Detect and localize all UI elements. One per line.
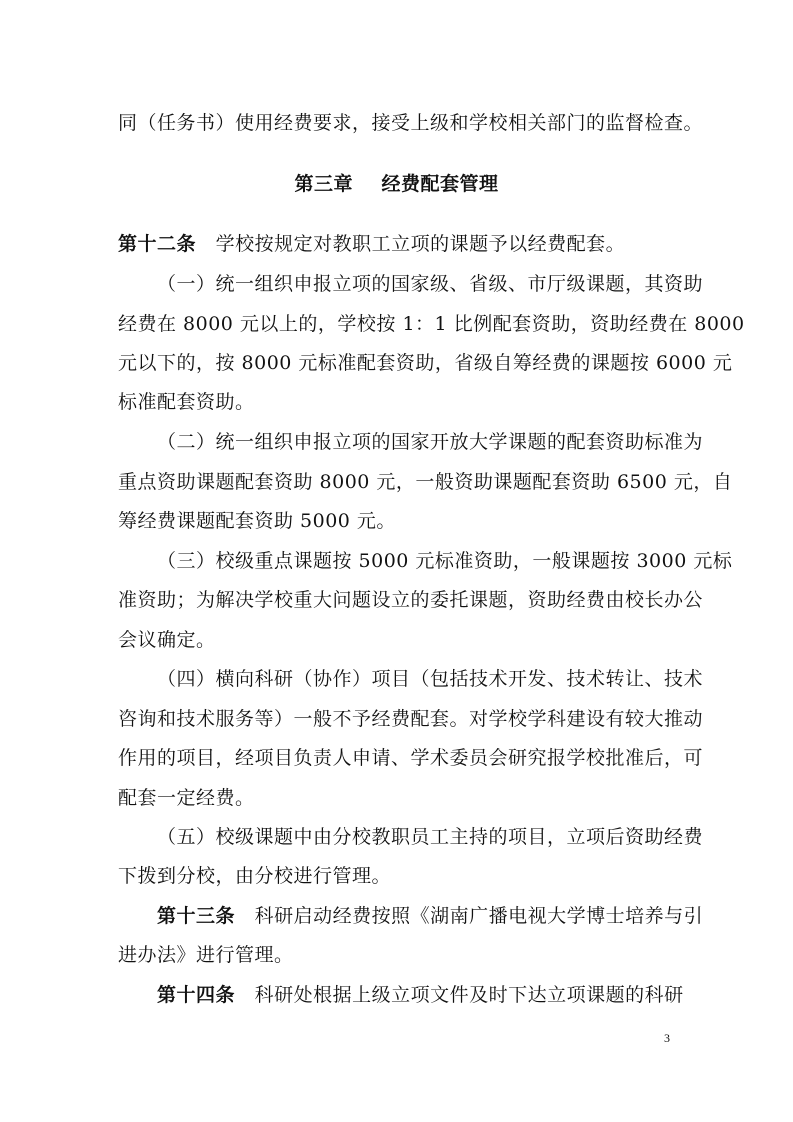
paragraph-line: 配套一定经费。 <box>118 787 255 809</box>
paragraph-line: 经费在 8000 元以上的，学校按 1：1 比例配套资助，资助经费在 8000 <box>118 313 745 335</box>
page-number: 3 <box>664 1031 670 1045</box>
paragraph-line: （二）统一组织申报立项的国家开放大学课题的配套资助标准为 <box>157 431 704 453</box>
paragraph-line: 进办法》进行管理。 <box>118 944 294 966</box>
article-13-text: 科研启动经费按照《湖南广播电视大学博士培养与引 <box>254 905 704 927</box>
paragraph-line: 重点资助课题配套资助 8000 元，一般资助课题配套资助 6500 元，自 <box>118 471 733 493</box>
article-13-label: 第十三条 <box>157 905 236 927</box>
chapter-heading: 第三章 经费配套管理 <box>294 173 499 195</box>
paragraph-line: 咨询和技术服务等）一般不予经费配套。对学校学科建设有较大推动 <box>118 708 704 730</box>
paragraph-line: 同（任务书）使用经费要求，接受上级和学校相关部门的监督检查。 <box>118 112 704 134</box>
article-13-line <box>157 904 717 928</box>
paragraph-line: （四）横向科研（协作）项目（包括技术开发、技术转让、技术 <box>157 668 704 690</box>
article-12-text: 学校按规定对教职工立项的课题予以经费配套。 <box>215 233 626 255</box>
paragraph-line: （三）校级重点课题按 5000 元标准资助，一般课题按 3000 元标 <box>157 550 733 572</box>
paragraph-line: 元以下的，按 8000 元标准配套资助，省级自筹经费的课题按 6000 元 <box>118 352 733 374</box>
paragraph-line: 作用的项目，经项目负责人申请、学术委员会研究报学校批准后，可 <box>118 747 704 769</box>
article-14-text: 科研处根据上级立项文件及时下达立项课题的科研 <box>254 984 684 1006</box>
article-12-line <box>118 232 678 256</box>
article-14-label: 第十四条 <box>157 984 236 1006</box>
paragraph-line: 会议确定。 <box>118 629 216 651</box>
paragraph-line: 准资助；为解决学校重大问题设立的委托课题，资助经费由校长办公 <box>118 589 704 611</box>
paragraph-line: （一）统一组织申报立项的国家级、省级、市厅级课题，其资助 <box>157 273 704 295</box>
paragraph-line: （五）校级课题中由分校教职员工主持的项目，立项后资助经费 <box>157 826 704 848</box>
article-12-label: 第十二条 <box>118 233 197 255</box>
paragraph-line: 筹经费课题配套资助 5000 元。 <box>118 510 396 532</box>
article-14-line <box>157 983 717 1007</box>
paragraph-line: 下拨到分校，由分校进行管理。 <box>118 865 392 887</box>
paragraph-line: 标准配套资助。 <box>118 391 255 413</box>
